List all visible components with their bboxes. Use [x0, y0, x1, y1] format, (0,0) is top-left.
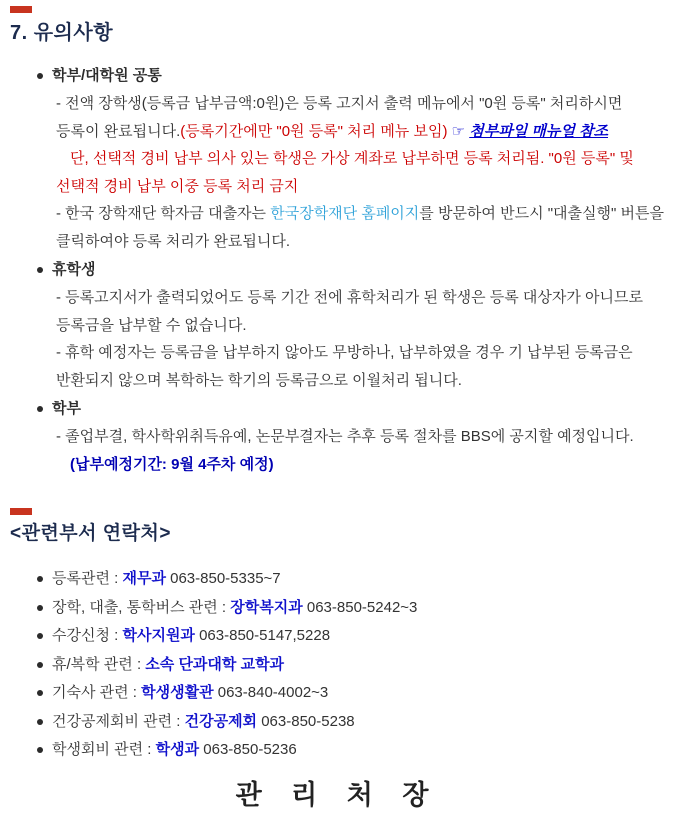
bullet-label: 학부/대학원 공통 — [52, 61, 665, 90]
kosaf-homepage-link[interactable]: 한국장학재단 홈페이지 — [270, 205, 420, 222]
contact-phone: 063-850-5335~7 — [165, 570, 281, 587]
contact-item-health-fee — [52, 708, 665, 737]
note-paragraph: - 휴학 예정자는 등록금을 납부하지 않아도 무방하나, 납부하였을 경우 기 납부된 등록금은 반환되지 않으며 복학하는 학기의 등록금으로 이월처리 됩니다. — [56, 344, 633, 389]
contact-department: 학생과 — [155, 741, 200, 758]
note-group-common — [52, 61, 665, 255]
note-warning-text: (등록기간에만 "0원 등록" 처리 메뉴 보임) — [180, 122, 448, 140]
contact-item-student-fee — [52, 736, 665, 765]
contacts-section-title: <관련부서 연락처> — [10, 523, 171, 544]
contact-label: 수강신청 : — [52, 627, 123, 644]
contacts-list — [10, 565, 665, 765]
contact-department: 학생생활관 — [141, 684, 214, 701]
contact-phone: 063-850-5238 — [257, 712, 355, 730]
note-group-leave — [52, 255, 665, 394]
contact-label: 학생회비 관련 : — [52, 741, 156, 758]
contact-department: 장학복지과 — [230, 598, 303, 616]
contact-item-dormitory — [52, 679, 665, 708]
contact-department: 소속 단과대학 교학과 — [145, 655, 285, 673]
section-contacts — [10, 508, 665, 765]
pointing-finger-icon: ☞ — [447, 122, 470, 140]
bullet-label: 휴학생 — [52, 255, 665, 284]
note-text: - 한국 장학재단 학자금 대출자는 — [56, 205, 271, 222]
contact-label: 건강공제회비 관련 : — [52, 712, 185, 730]
contact-item-scholarship — [52, 594, 665, 623]
note-paragraph: - 등록고지서가 출력되었어도 등록 기간 전에 휴학처리가 된 학생은 등록 대상자가 아니므로 등록금을 납부할 수 없습니다. — [56, 289, 643, 334]
contact-department: 학사지원과 — [122, 627, 195, 644]
section-accent-bar — [10, 508, 32, 515]
section-accent-bar — [10, 6, 32, 13]
note-warning-paragraph: 단, 선택적 경비 납부 의사 있는 학생은 가상 계좌로 납부하면 등록 처리됨. "0원 등록" 및 선택적 경비 납부 이중 등록 처리 금지 — [56, 150, 634, 195]
contact-label: 기숙사 관련 : — [52, 684, 142, 701]
payment-schedule-note: (납부예정기간: 9월 4주차 예정) — [70, 455, 274, 473]
note-text: - 전액 장학생(등록금 납부금액:0원)은 등록 고지서 출력 메뉴에서 "0원 등록" 처리하시면 등록이 완료됩니다. — [56, 95, 623, 140]
section-notes — [10, 6, 665, 478]
contact-department: 건강공제회 — [184, 712, 258, 730]
notes-list — [10, 61, 665, 478]
contact-phone: 063-850-5236 — [199, 741, 297, 758]
note-group-undergrad — [52, 394, 665, 478]
contact-label: 휴/복학 관련 : — [52, 655, 146, 673]
bullet-label: 학부 — [52, 394, 665, 423]
attachment-manual-link[interactable]: 첨부파일 매뉴얼 참조 — [469, 122, 608, 140]
contact-department: 재무과 — [122, 570, 166, 587]
note-paragraph — [56, 90, 665, 145]
contact-phone: 063-850-5242~3 — [302, 598, 418, 616]
contact-item-registration — [52, 565, 665, 594]
signature-title: 관 리 처 장 — [235, 779, 440, 810]
note-paragraph: - 졸업부결, 학사학위취득유예, 논문부결자는 추후 등록 절차를 BBS에 공지할 예정입니다. — [56, 428, 634, 445]
contact-item-enrollment — [52, 622, 665, 651]
note-text: 를 방문하여 반드시 "대출실행" 버튼을 클릭하여야 등록 처리가 완료됩니다. — [56, 205, 664, 250]
note-paragraph — [56, 200, 665, 255]
notes-section-title: 7. 유의사항 — [10, 22, 114, 44]
contact-phone: 063-850-5147,5228 — [194, 627, 331, 644]
contact-label: 등록관련 : — [52, 570, 123, 587]
contact-phone: 063-840-4002~3 — [213, 684, 329, 701]
contact-label: 장학, 대출, 통학버스 관련 : — [52, 598, 231, 616]
contact-item-leave-return — [52, 651, 665, 680]
